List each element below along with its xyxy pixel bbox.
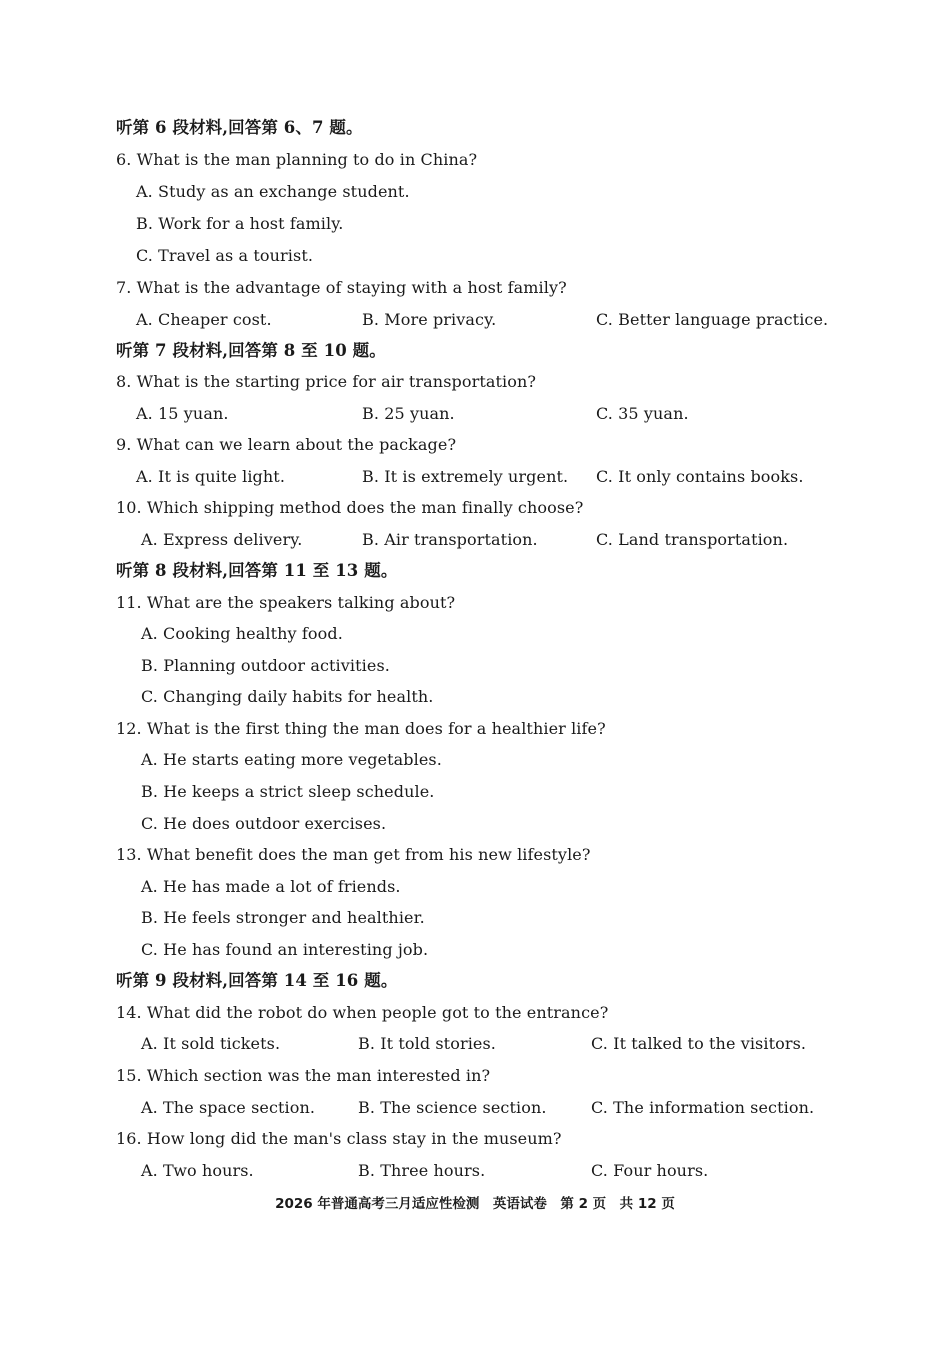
- option-c: C. Better language practice.: [596, 310, 829, 329]
- option-a: A. He has made a lot of friends.: [141, 877, 401, 896]
- question-stem: 11. What are the speakers talking about?: [116, 593, 456, 612]
- question-stem: 8. What is the starting price for air transportation?: [116, 372, 537, 391]
- option-a: A. 15 yuan.: [136, 404, 229, 423]
- option-a: A. Cooking healthy food.: [141, 624, 343, 643]
- option-c: C. 35 yuan.: [596, 404, 689, 423]
- option-a: A. Cheaper cost.: [136, 310, 272, 329]
- question-stem: 7. What is the advantage of staying with a host family?: [116, 278, 567, 297]
- option-b: B. He keeps a strict sleep schedule.: [141, 782, 435, 801]
- question-stem: 13. What benefit does the man get from his new lifestyle?: [116, 845, 591, 864]
- option-a: A. Study as an exchange student.: [136, 182, 410, 201]
- section-heading: 听第 7 段材料,回答第 8 至 10 题。: [116, 341, 386, 360]
- option-c: C. The information section.: [591, 1098, 815, 1117]
- option-b: B. It is extremely urgent.: [362, 467, 569, 486]
- option-a: A. The space section.: [141, 1098, 316, 1117]
- option-b: B. More privacy.: [362, 310, 497, 329]
- option-a: A. Express delivery.: [141, 530, 303, 549]
- question-stem: 15. Which section was the man interested in?: [116, 1066, 491, 1085]
- option-a: A. Two hours.: [141, 1161, 254, 1180]
- question-stem: 12. What is the first thing the man does for a healthier life?: [116, 719, 606, 738]
- option-c: C. He does outdoor exercises.: [141, 814, 387, 833]
- option-b: B. Three hours.: [358, 1161, 486, 1180]
- option-c: C. It only contains books.: [596, 467, 804, 486]
- option-c: C. Changing daily habits for health.: [141, 687, 434, 706]
- option-b: B. Air transportation.: [362, 530, 538, 549]
- page-footer: 2026 年普通高考三月适应性检测 英语试卷 第 2 页 共 12 页: [275, 1196, 675, 1212]
- question-stem: 6. What is the man planning to do in China?: [116, 150, 478, 169]
- option-c: C. Travel as a tourist.: [136, 246, 314, 265]
- option-b: B. It told stories.: [358, 1034, 496, 1053]
- option-c: C. Four hours.: [591, 1161, 709, 1180]
- section-heading: 听第 6 段材料,回答第 6、7 题。: [116, 118, 363, 137]
- option-b: B. Work for a host family.: [136, 214, 344, 233]
- option-b: B. The science section.: [358, 1098, 547, 1117]
- option-a: A. He starts eating more vegetables.: [141, 750, 442, 769]
- question-stem: 10. Which shipping method does the man finally choose?: [116, 498, 584, 517]
- option-c: C. Land transportation.: [596, 530, 789, 549]
- option-b: B. Planning outdoor activities.: [141, 656, 390, 675]
- option-c: C. He has found an interesting job.: [141, 940, 429, 959]
- option-a: A. It is quite light.: [136, 467, 286, 486]
- option-b: B. 25 yuan.: [362, 404, 455, 423]
- question-stem: 9. What can we learn about the package?: [116, 435, 457, 454]
- option-b: B. He feels stronger and healthier.: [141, 908, 425, 927]
- section-heading: 听第 8 段材料,回答第 11 至 13 题。: [116, 561, 398, 580]
- option-a: A. It sold tickets.: [141, 1034, 281, 1053]
- question-stem: 16. How long did the man's class stay in the museum?: [116, 1129, 562, 1148]
- question-stem: 14. What did the robot do when people got to the entrance?: [116, 1003, 609, 1022]
- option-c: C. It talked to the visitors.: [591, 1034, 807, 1053]
- section-heading: 听第 9 段材料,回答第 14 至 16 题。: [116, 971, 398, 990]
